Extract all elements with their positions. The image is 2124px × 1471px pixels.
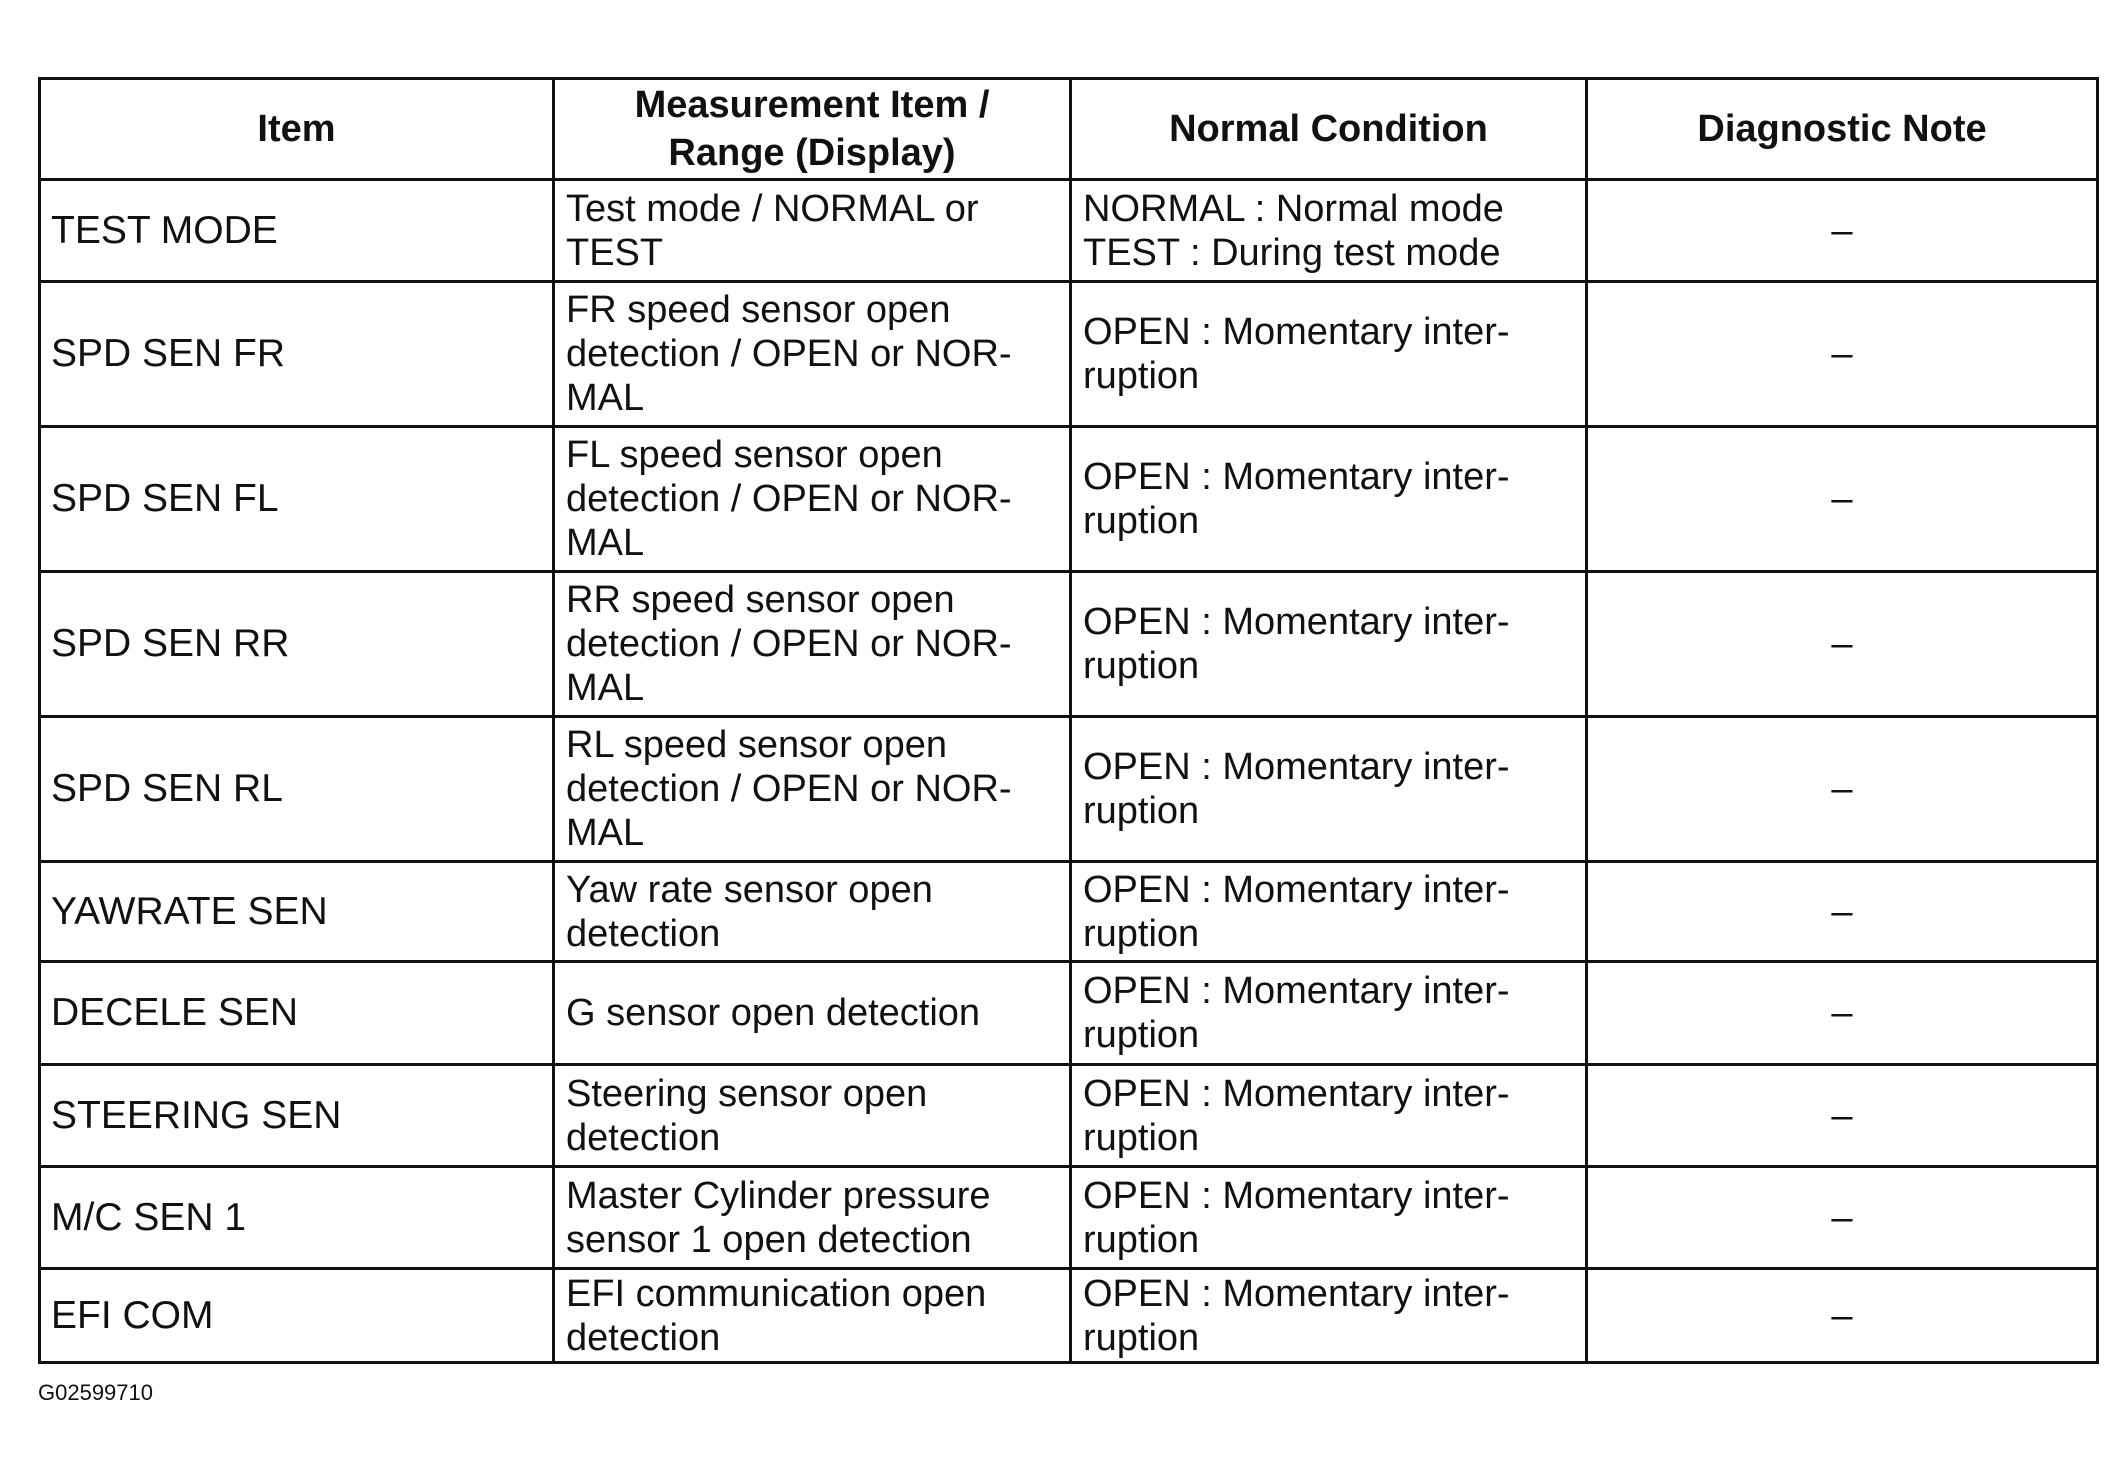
item-cell: M/C SEN 1	[40, 1167, 554, 1269]
measurement-cell: RL speed sensor open detection / OPEN or NOR- MAL	[554, 717, 1071, 862]
normal-condition-cell: OPEN : Momentary inter- ruption	[1071, 1167, 1587, 1269]
table-header-row	[40, 79, 2098, 180]
item-cell: EFI COM	[40, 1269, 554, 1363]
diagnostic-data-table	[38, 77, 2099, 1364]
figure-code: G02599710	[38, 1380, 153, 1405]
table-row	[40, 862, 2098, 962]
table-row	[40, 1269, 2098, 1363]
table-row	[40, 1065, 2098, 1167]
diagnostic-note-cell: –	[1587, 962, 2098, 1065]
diagnostic-note-cell: –	[1587, 180, 2098, 282]
table-row	[40, 282, 2098, 427]
diagnostic-note-cell: –	[1587, 427, 2098, 572]
diagnostic-note-cell: –	[1587, 1065, 2098, 1167]
item-cell: DECELE SEN	[40, 962, 554, 1065]
diagnostic-note-cell: –	[1587, 1167, 2098, 1269]
measurement-cell: FR speed sensor open detection / OPEN or NOR- MAL	[554, 282, 1071, 427]
normal-condition-cell: OPEN : Momentary inter- ruption	[1071, 862, 1587, 962]
measurement-cell: Steering sensor open detection	[554, 1065, 1071, 1167]
normal-condition-cell: OPEN : Momentary inter- ruption	[1071, 962, 1587, 1065]
item-cell: SPD SEN FL	[40, 427, 554, 572]
item-cell: STEERING SEN	[40, 1065, 554, 1167]
header-item: Item	[40, 79, 554, 180]
measurement-cell: Test mode / NORMAL or TEST	[554, 180, 1071, 282]
table-row	[40, 717, 2098, 862]
diagnostic-note-cell: –	[1587, 572, 2098, 717]
measurement-cell: RR speed sensor open detection / OPEN or NOR- MAL	[554, 572, 1071, 717]
diagnostic-note-cell: –	[1587, 1269, 2098, 1363]
measurement-cell: Yaw rate sensor open detection	[554, 862, 1071, 962]
measurement-cell: FL speed sensor open detection / OPEN or NOR- MAL	[554, 427, 1071, 572]
table-row	[40, 180, 2098, 282]
table-row	[40, 1167, 2098, 1269]
normal-condition-cell: OPEN : Momentary inter- ruption	[1071, 282, 1587, 427]
diagnostic-note-cell: –	[1587, 862, 2098, 962]
diagnostic-note-cell: –	[1587, 282, 2098, 427]
table-row	[40, 572, 2098, 717]
measurement-cell: Master Cylinder pressure sensor 1 open detection	[554, 1167, 1071, 1269]
header-normal-condition: Normal Condition	[1071, 79, 1587, 180]
table-row	[40, 427, 2098, 572]
normal-condition-cell: OPEN : Momentary inter- ruption	[1071, 572, 1587, 717]
item-cell: SPD SEN RR	[40, 572, 554, 717]
normal-condition-cell: NORMAL : Normal mode TEST : During test mode	[1071, 180, 1587, 282]
normal-condition-cell: OPEN : Momentary inter- ruption	[1071, 427, 1587, 572]
measurement-cell: EFI communication open detection	[554, 1269, 1071, 1363]
item-cell: TEST MODE	[40, 180, 554, 282]
header-diagnostic-note: Diagnostic Note	[1587, 79, 2098, 180]
measurement-cell: G sensor open detection	[554, 962, 1071, 1065]
item-cell: SPD SEN FR	[40, 282, 554, 427]
table-row	[40, 962, 2098, 1065]
item-cell: SPD SEN RL	[40, 717, 554, 862]
normal-condition-cell: OPEN : Momentary inter- ruption	[1071, 1269, 1587, 1363]
diagnostic-note-cell: –	[1587, 717, 2098, 862]
header-measurement-range: Measurement Item / Range (Display)	[554, 79, 1071, 180]
normal-condition-cell: OPEN : Momentary inter- ruption	[1071, 1065, 1587, 1167]
normal-condition-cell: OPEN : Momentary inter- ruption	[1071, 717, 1587, 862]
item-cell: YAWRATE SEN	[40, 862, 554, 962]
